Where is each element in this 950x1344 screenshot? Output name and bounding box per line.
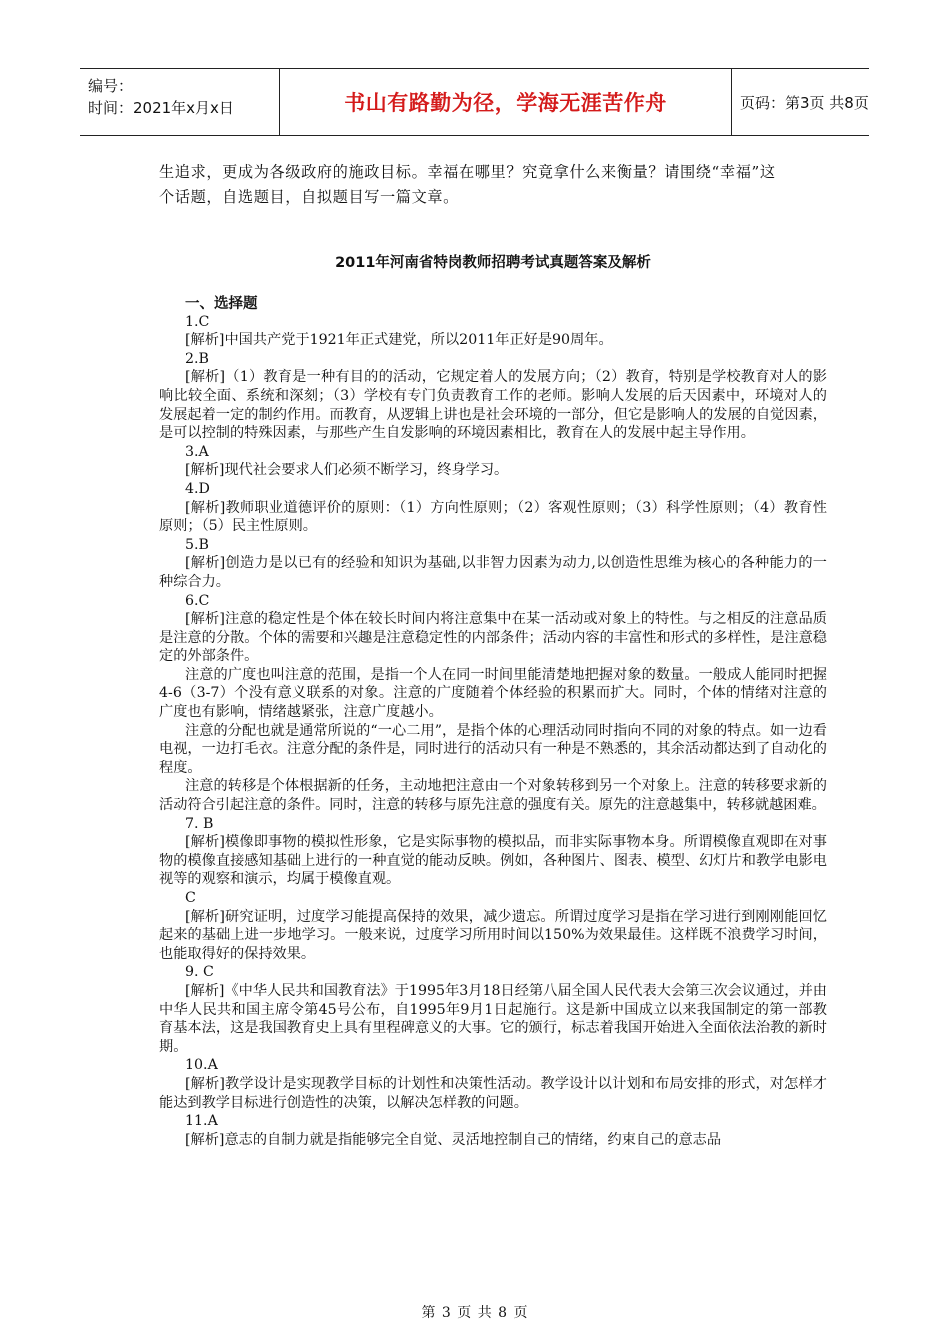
explanation-paragraph: [解析]教师职业道德评价的原则：（1）方向性原则；（2）客观性原则；（3）科学性原则；（4）教育性原则；（5）民主性原则。 xyxy=(159,499,827,535)
answer-item xyxy=(159,350,827,443)
explanation-paragraph: [解析]注意的稳定性是个体在较长时间内将注意集中在某一活动或对象上的特性。与之相反的注意品质是注意的分散。个体的需要和兴趣是注意稳定性的内部条件；活动内容的丰富性和形式的多样性，是注意稳定的外部条件。 xyxy=(159,611,827,665)
page-header xyxy=(80,68,869,136)
explanation-paragraph: [解析]《中华人民共和国教育法》于1995年3月18日经第八届全国人民代表大会第三次会议通过，并由中华人民共和国主席令第45号公布，自1995年9月1日起施行。这是新中国成立以来我国制定的第一部教育基本法，这是我国教育史上具有里程碑意义的大事。它的颁行，标志着我国开始进入全面依法治教的新时期。 xyxy=(159,982,827,1055)
answer-label: 7. B xyxy=(185,815,214,832)
header-number: 编号： xyxy=(88,77,134,95)
explanation-paragraph: [解析]模像即事物的模拟性形象，它是实际事物的模拟品，而非实际事物本身。所谓模像直观即在对事物的模像直接感知基础上进行的一种直觉的能动反映。例如，各种图片、图表、模型、幻灯片和教学电影电视等的观察和演示，均属于模像直观。 xyxy=(159,834,827,888)
answer-label: 9. C xyxy=(185,964,214,981)
answer-item xyxy=(159,963,827,1056)
explanation-paragraph: [解析]教学设计是实现教学目标的计划性和决策性活动。教学设计以计划和布局安排的形式，对怎样才能达到教学目标进行创造性的决策，以解决怎样教的问题。 xyxy=(159,1075,827,1111)
explanation-paragraph: 注意的转移是个体根据新的任务，主动地把注意由一个对象转移到另一个对象上。注意的转移要求新的活动符合引起注意的条件。同时，注意的转移与原先注意的强度有关。原先的注意越集中，转移就越困难。 xyxy=(159,778,827,814)
section-title: 一、选择题 xyxy=(185,295,258,312)
document-body xyxy=(159,160,827,1149)
answer-item xyxy=(159,480,827,536)
answer-label: 10.A xyxy=(185,1057,218,1074)
document-title: 2011年河南省特岗教师招聘考试真题答案及解析 xyxy=(335,255,651,271)
intro-line: 个话题，自选题目，自拟题目写一篇文章。 xyxy=(159,188,459,206)
explanation-paragraph: [解析]创造力是以已有的经验和知识为基础,以非智力因素为动力,以创造性思维为核心的各种能力的一种综合力。 xyxy=(159,555,827,590)
explanation-paragraph: 注意的广度也叫注意的范围，是指一个人在同一时间里能清楚地把握对象的数量。一般成人能同时把握4-6（3-7）个没有意义联系的对象。注意的广度随着个体经验的积累而扩大。同时，个体的情绪对注意的广度也有影响，情绪越紧张，注意广度越小。 xyxy=(159,666,827,721)
intro-line: 生追求，更成为各级政府的施政目标。幸福在哪里？究竟拿什么来衡量？请围绕“幸福”这 xyxy=(159,163,776,181)
header-page-info: 页码：第3页 共8页 xyxy=(740,93,869,112)
answer-label: 5.B xyxy=(185,536,209,553)
answer-item xyxy=(159,443,827,480)
intro-text xyxy=(159,160,827,210)
page-footer: 第 3 页 共 8 页 xyxy=(421,1305,529,1321)
explanation-paragraph: [解析]现代社会要求人们必须不断学习，终身学习。 xyxy=(185,462,509,479)
answer-item xyxy=(159,313,827,350)
answer-label: 1.C xyxy=(185,313,210,330)
explanation-paragraph: [解析]意志的自制力就是指能够完全自觉、灵活地控制自己的情绪，约束自己的意志品 xyxy=(185,1131,722,1148)
answer-label: 11.A xyxy=(185,1113,218,1130)
answer-item xyxy=(159,536,827,592)
answer-label: C xyxy=(185,890,196,906)
explanation-paragraph: [解析]中国共产党于1921年正式建党，所以2011年正好是90周年。 xyxy=(185,332,613,349)
answer-label: 6.C xyxy=(185,592,210,609)
header-date: 时间：2021年x月x日 xyxy=(88,99,234,117)
explanation-paragraph: 注意的分配也就是通常所说的“一心二用”，是指个体的心理活动同时指向不同的对象的特点。如一边看电视，一边打毛衣。注意分配的条件是，同时进行的活动只有一种是不熟悉的，其余活动都达到了自动化的程度。 xyxy=(159,722,827,776)
answer-item xyxy=(159,1112,827,1149)
header-motto: 书山有路勤为径，学海无涯苦作舟 xyxy=(280,69,732,135)
answer-item xyxy=(159,1056,827,1112)
answer-item xyxy=(159,592,827,815)
header-meta xyxy=(80,69,280,135)
answer-label: 3.A xyxy=(185,443,209,460)
explanation-paragraph: [解析]（1）教育是一种有目的的活动，它规定着人的发展方向；（2）教育，特别是学校教育对人的影响比较全面、系统和深刻；（3）学校有专门负责教育工作的老师。影响人发展的后天因素中，环境对人的发展起着一定的制约作用。而教育，从逻辑上讲也是社会环境的一部分，但它是影响人的发展的自觉因素，是可以控制的特殊因素，与那些产生自发影响的环境因素相比，教育在人的发展中起主导作用。 xyxy=(159,369,827,442)
answer-list xyxy=(159,313,827,1150)
answer-item xyxy=(159,889,827,963)
answer-label: 2.B xyxy=(185,350,209,367)
answer-label: 4.D xyxy=(185,480,210,497)
answer-item xyxy=(159,815,827,889)
explanation-paragraph: [解析]研究证明，过度学习能提高保持的效果，减少遗忘。所谓过度学习是指在学习进行到刚刚能回忆起来的基础上进一步地学习。一般来说，过度学习所用时间以150%为效果最佳。这样既不浪费学习时间，也能取得好的保持效果。 xyxy=(159,908,827,962)
